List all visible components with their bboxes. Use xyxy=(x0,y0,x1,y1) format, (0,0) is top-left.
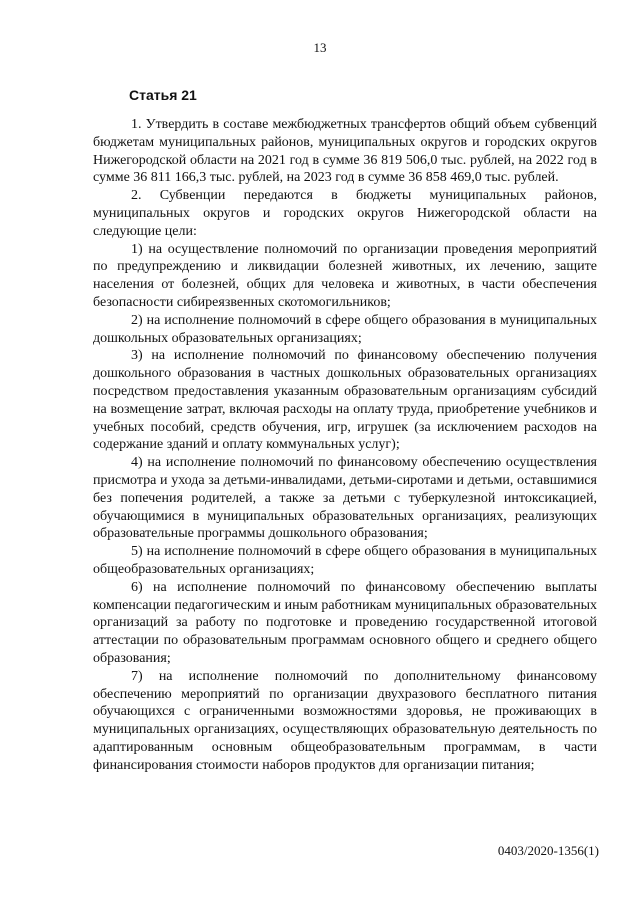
list-item: 5) на исполнение полномочий в сфере общего образования в муниципальных общеобразовательных организациях; xyxy=(93,544,597,577)
article-body xyxy=(93,116,597,774)
list-item: 1) на осуществление полномочий по организации проведения мероприятий по предупреждению и ликвидации болезней животных, их лечению, защите населения от болезней, общих для человека и животных, в части обеспечения безопасности сибиреязвенных скотомогильников; xyxy=(93,241,597,310)
page-number: 13 xyxy=(313,40,327,55)
paragraph: 1. Утвердить в составе межбюджетных трансфертов общий объем субвенций бюджетам муниципальных районов, муниципальных округов и городских округов Нижегородской области на 2021 год в сумме 36 819 506,0 тыс. рублей, на 2022 год в сумме 36 811 166,3 тыс. рублей, на 2023 год в сумме 36 858 469,0 тыс. рублей. xyxy=(93,117,597,186)
list-item: 4) на исполнение полномочий по финансовому обеспечению осуществления присмотра и ухода за детьми-инвалидами, детьми-сиротами и детьми, оставшимися без попечения родителей, а также за детьми с туберкулезной интоксикацией, обучающимися в муниципальных образовательных организациях, реализующих образовательные программы дошкольного образования; xyxy=(93,455,597,542)
list-item: 2) на исполнение полномочий в сфере общего образования в муниципальных дошкольных образовательных организациях; xyxy=(93,312,597,346)
list-item: 3) на исполнение полномочий по финансовому обеспечению получения дошкольного образования в частных дошкольных образовательных организациях посредством предоставления указанным образовательным организациям субсидий на возмещение затрат, включая расходы на оплату труда, приобретение учебников и учебных пособий, средств обучения, игр, игрушек (за исключением расходов на содержание зданий и оплату коммунальных услуг); xyxy=(93,348,597,453)
paragraph: 2. Субвенции передаются в бюджеты муниципальных районов, муниципальных округов и городских округов Нижегородской области на следующие цели: xyxy=(93,188,597,239)
list-item: 6) на исполнение полномочий по финансовому обеспечению выплаты компенсации педагогическим и иным работникам муниципальных образовательных организаций за работу по подготовке и проведению государственной итоговой аттестации по образовательным программам основного общего и среднего общего образования; xyxy=(93,579,597,666)
document-code: 0403/2020-1356(1) xyxy=(497,843,599,858)
list-item: 7) на исполнение полномочий по дополнительному финансовому обеспечению мероприятий по организации двухразового бесплатного питания обучающихся с ограниченными возможностями здоровья, не проживающих в муниципальных организациях, осуществляющих образовательную деятельность по адаптированным основным общеобразовательным программам, в части финансирования стоимости наборов продуктов для организации питания; xyxy=(93,668,597,773)
article-title: Статья 21 xyxy=(129,87,197,103)
